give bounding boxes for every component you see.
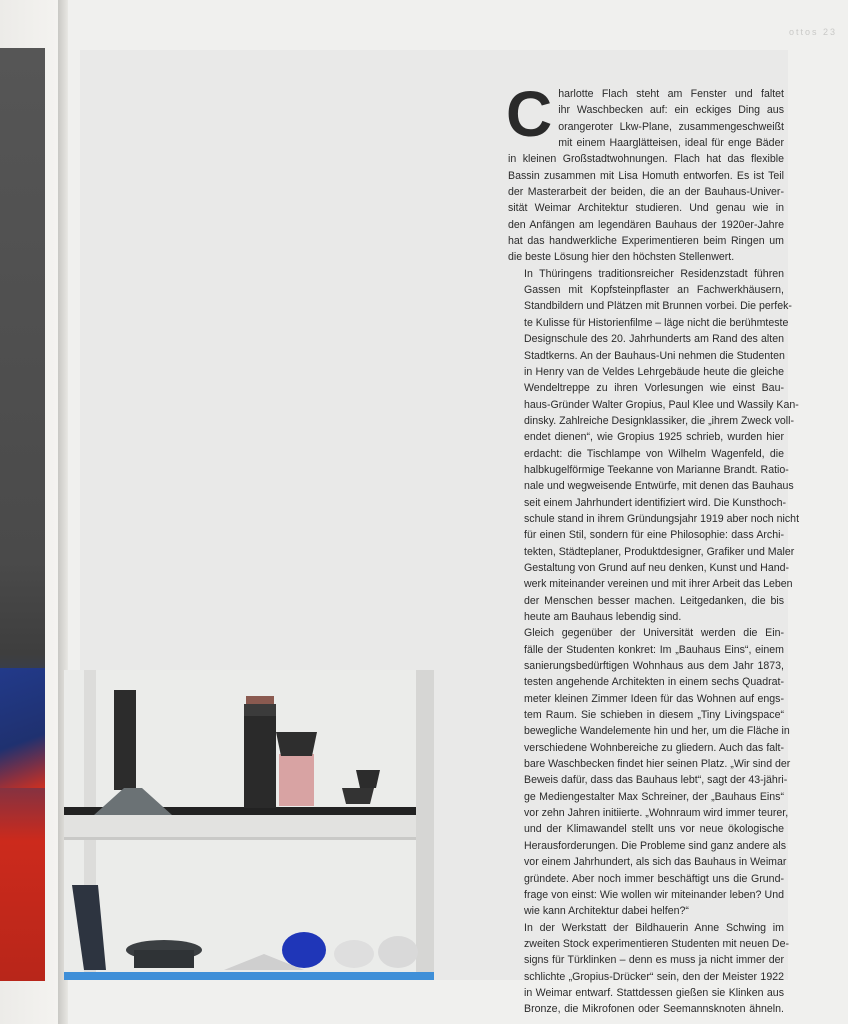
text-line: signs für Türklinken – denn es muss ja nicht immer der	[524, 954, 784, 967]
text-line: meter kleinen Zimmer Ideen für das Wohnen auf engs-	[524, 692, 784, 705]
text-line: und der Klimawandel stellt uns vor neue ökologische	[524, 823, 784, 836]
paragraph-1	[506, 78, 784, 266]
text-line: dinsky. Zahlreiche Designklassiker, die „ihrem Zweck voll-	[524, 414, 795, 427]
text-line: zweiten Stock experimentieren Studenten mit neuen De-	[524, 937, 789, 950]
paragraph-3	[508, 625, 791, 919]
text-line: für einen Stil, sondern für eine Philosophie: dass Archi-	[524, 529, 784, 542]
text-line: sanierungsbedürftigen Wohnhaus aus dem Jahr 1873,	[524, 660, 784, 673]
text-line: Bassin zusammen mit Lisa Homuth entworfen. Es ist Teil	[508, 169, 784, 182]
page-header: ottos 23	[789, 27, 838, 37]
text-line: Beweis dafür, dass das Bauhaus lebt“, sagt der 43-jähri-	[524, 774, 788, 787]
text-line: Bronze, die Mikrofonen oder Seemannsknoten ähneln.	[524, 1003, 784, 1016]
text-line: vor einem Jahrhundert, als sich das Bauhaus in Weimar	[524, 856, 787, 869]
text-line: frage von einst: Wie wollen wir miteinander leben? Und	[524, 888, 784, 901]
text-line: In Thüringens traditionsreicher Residenzstadt führen	[524, 267, 784, 280]
drop-cap: C	[506, 78, 553, 150]
text-line: fälle der Studenten konkret: Im „Bauhaus Eins“, einem	[524, 643, 784, 656]
text-line: te Kulisse für Historienfilme – läge nicht die berühmteste	[524, 316, 789, 329]
text-line: heute am Bauhaus lebendig sind.	[524, 611, 682, 623]
text-line: nale und wegweisende Entwürfe, mit denen das Bauhaus	[524, 480, 794, 493]
text-line: Gestaltung von Grund auf neu denken, Kunst und Hand-	[524, 561, 790, 574]
paragraph-4	[508, 920, 789, 1018]
text-line: Gleich gegenüber der Universität werden die Ein-	[524, 627, 784, 640]
text-line: Designschule des 20. Jahrhunderts am Rand des alten	[524, 333, 784, 346]
text-line: sität Weimar Architektur studieren. Und genau wie in	[508, 202, 784, 215]
text-line: Wendeltreppe zu ihren Vorlesungen wie einst Bau-	[524, 382, 784, 395]
text-line: ihr Waschbecken auf: ein eckiges Ding aus	[558, 104, 784, 117]
ceramics-shelf-illustration	[64, 670, 434, 980]
text-line: schlichte „Gropius-Drücker“ sein, den der Meister 1922	[524, 970, 784, 983]
left-facing-page	[0, 0, 58, 1024]
text-line: orangeroter Lkw-Plane, zusammengeschweißt	[558, 120, 784, 133]
text-line: bare Waschbecken findet hier seinen Platz. „Wir sind der	[524, 758, 791, 771]
text-line: den Anfängen am legendären Bauhaus der 1920er-Jahre	[508, 218, 784, 231]
text-line: endet dienen“, wie Gropius 1925 schrieb, wurden hier	[524, 431, 784, 444]
text-line: seit einem Jahrhundert identifiziert wird. Die Kunsthoch-	[524, 496, 787, 509]
text-line: schule stand in ihrem Gründungsjahr 1919 aber noch nicht	[524, 512, 800, 525]
text-line: verschiedene Wohnbereiche zu gliedern. Auch das falt-	[524, 741, 784, 754]
left-page-photo	[0, 48, 45, 981]
text-line: gründete. Aber noch immer beschäftigt uns die Grund-	[524, 872, 784, 885]
text-line: In der Werkstatt der Bildhauerin Anne Schwing im	[524, 921, 784, 934]
text-line: Gassen mit Kopfsteinpflaster an Fachwerkhäusern,	[524, 284, 784, 297]
text-line: werk miteinander vereinen und mit ihrer Arbeit das Leben	[524, 578, 793, 591]
ceramics-shelf-photo	[64, 670, 434, 980]
text-line: Herausforderungen. Die Probleme sind ganz andere als	[524, 839, 787, 852]
text-line: hat das handwerkliche Experimentieren beim Ringen um	[508, 235, 784, 248]
text-line: in Henry van de Veldes Lehrgebäude heute die gleiche	[524, 365, 784, 378]
text-line: tekten, Städteplaner, Produktdesigner, Grafiker und Maler	[524, 545, 795, 558]
text-line: die beste Lösung hier den höchsten Stellenwert.	[508, 251, 735, 264]
paragraph-2	[508, 266, 800, 626]
text-line: der Masterarbeit der beiden, die an der Bauhaus-Univer-	[508, 186, 784, 199]
text-line: Standbildern und Plätzen mit Brunnen vorbei. Die perfek-	[524, 300, 792, 313]
text-line: ge Mediengestalter Max Schreiner, der „Bauhaus Eins“	[524, 790, 784, 803]
text-line: mit einem Haarglätteisen, ideal für enge Bäder	[558, 137, 784, 150]
text-line: haus-Gründer Walter Gropius, Paul Klee und Wassily Kan-	[524, 398, 799, 411]
text-line: vor zehn Jahren initiierte. „Wohnraum wird immer teurer,	[524, 807, 789, 820]
text-line: der Menschen besser machen. Leitgedanken, die bis	[524, 594, 784, 607]
text-line: halbkugelförmige Teekanne von Marianne Brandt. Ratio-	[524, 463, 789, 476]
text-line: Stadtkerns. An der Bauhaus-Uni nehmen die Studenten	[524, 349, 785, 362]
left-photo-blue-figure	[0, 668, 45, 788]
article-body	[506, 78, 800, 1018]
text-line: in Weimar entwarf. Stattdessen gießen sie Klinken aus	[524, 986, 784, 999]
text-line: in kleinen Großstadtwohnungen. Flach hat das flexible	[508, 153, 784, 166]
text-line: tem Raum. Sie schieben in diesem „Tiny Livingspace“	[524, 709, 784, 722]
text-line: testen angehende Architekten in einem sechs Quadrat-	[524, 676, 784, 689]
text-line: bewegliche Wandelemente hin und her, um die Fläche in	[524, 725, 790, 738]
text-line: harlotte Flach steht am Fenster und faltet	[558, 88, 784, 100]
text-line: erdacht: die Tischlampe von Wilhelm Wagenfeld, die	[524, 447, 784, 460]
text-line: wie kann Architektur dabei helfen?“	[524, 905, 689, 918]
